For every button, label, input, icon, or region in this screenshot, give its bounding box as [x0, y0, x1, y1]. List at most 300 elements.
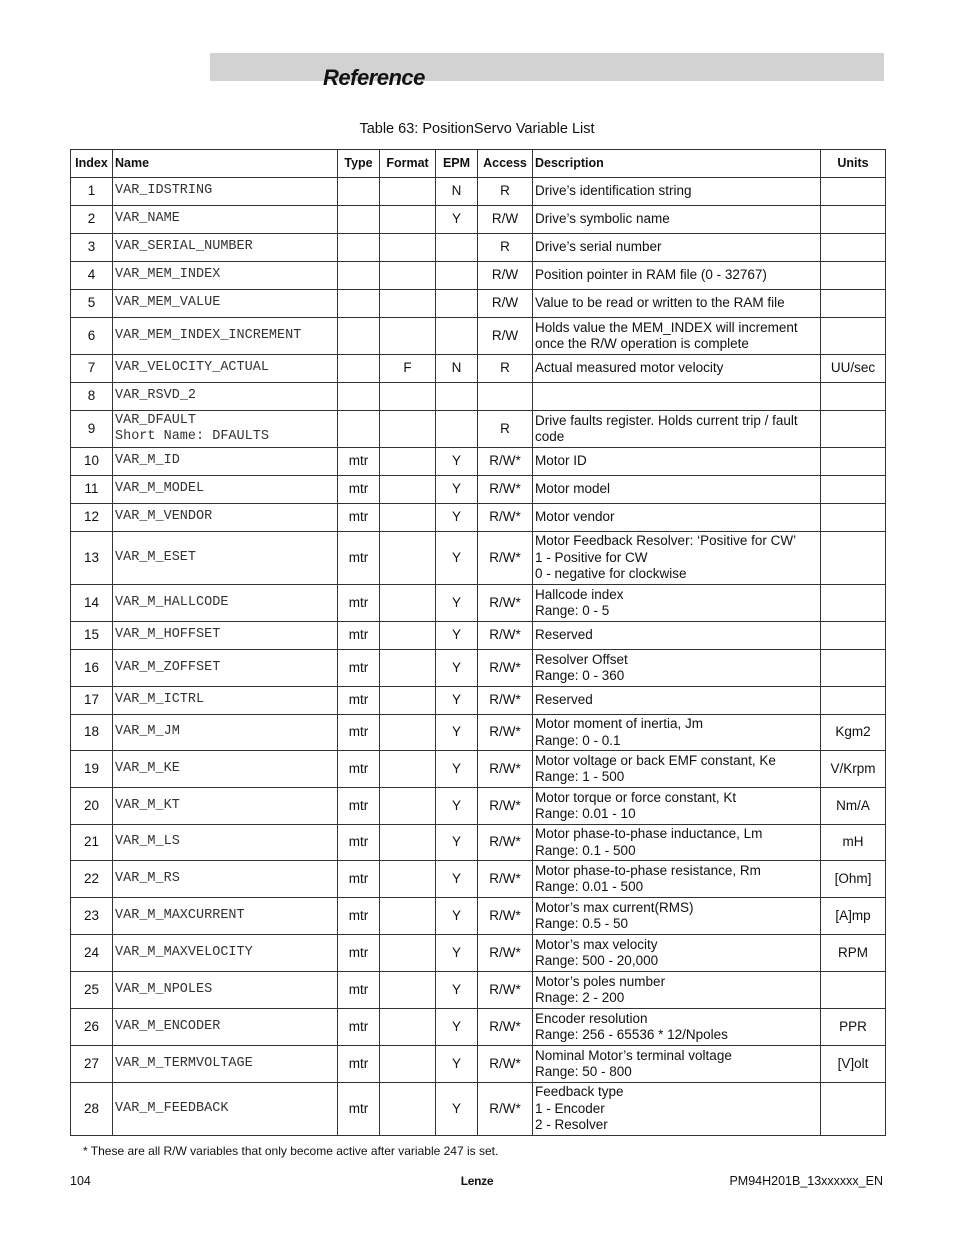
- cell-description-line: 1 - Encoder: [535, 1100, 605, 1116]
- cell-description: [533, 355, 821, 383]
- cell-access: [478, 383, 533, 411]
- table-row: [71, 1009, 886, 1046]
- table-row: [71, 383, 886, 411]
- cell-name: [113, 715, 338, 751]
- cell-description-line: Motor torque or force constant, Kt: [535, 789, 737, 805]
- cell-index: 14: [71, 585, 113, 622]
- cell-epm: N: [436, 355, 478, 383]
- cell-description-line: Motor moment of inertia, Jm: [535, 716, 704, 731]
- cell-description-line: Drive faults register. Holds current trip / fault: [535, 412, 798, 428]
- cell-name-line: Short Name: DFAULTS: [115, 429, 269, 444]
- cell-type: mtr: [338, 825, 380, 861]
- cell-description-line: Range: 256 - 65536 * 12/Npoles: [535, 1027, 728, 1042]
- cell-description-line: Range: 0.5 - 50: [535, 916, 629, 931]
- table-row: [71, 898, 886, 935]
- cell-type: mtr: [338, 788, 380, 825]
- cell-description-line: Actual measured motor velocity: [535, 360, 724, 376]
- cell-units: [821, 234, 886, 262]
- cell-epm: Y: [436, 504, 478, 532]
- cell-description-line: Position pointer in RAM file (0 - 32767): [535, 267, 767, 283]
- cell-epm: Y: [436, 1083, 478, 1136]
- cell-units: [821, 411, 886, 448]
- cell-units: [A]mp: [821, 898, 886, 935]
- cell-epm: Y: [436, 751, 478, 788]
- cell-description-line: Motor’s poles number: [535, 973, 666, 989]
- cell-description-line: Range: 50 - 800: [535, 1064, 632, 1079]
- cell-format: [380, 234, 436, 262]
- cell-format: [380, 788, 436, 825]
- cell-name-line: VAR_M_HOFFSET: [115, 627, 221, 643]
- cell-description-line: Motor phase-to-phase inductance, Lm: [535, 826, 763, 841]
- cell-format: [380, 861, 436, 898]
- cell-units: UU/sec: [821, 355, 886, 383]
- cell-units: [821, 622, 886, 650]
- cell-description: [533, 178, 821, 206]
- cell-units: [821, 504, 886, 532]
- cell-description-line: Encoder resolution: [535, 1010, 648, 1026]
- cell-name: [113, 318, 338, 355]
- cell-index: 25: [71, 972, 113, 1009]
- cell-description: [533, 898, 821, 935]
- cell-name: [113, 935, 338, 972]
- cell-format: [380, 1009, 436, 1046]
- cell-epm: [436, 318, 478, 355]
- column-header-name: Name: [113, 150, 338, 178]
- cell-index: 28: [71, 1083, 113, 1136]
- cell-name-line: VAR_M_ENCODER: [115, 1018, 221, 1034]
- cell-access: R/W*: [478, 715, 533, 751]
- cell-description: [533, 650, 821, 687]
- cell-index: 20: [71, 788, 113, 825]
- cell-name-line: VAR_M_FEEDBACK: [115, 1100, 229, 1116]
- cell-type: mtr: [338, 650, 380, 687]
- cell-description-line: Motor voltage or back EMF constant, Ke: [535, 752, 776, 768]
- cell-units: Nm/A: [821, 788, 886, 825]
- cell-name: [113, 383, 338, 411]
- table-row: [71, 262, 886, 290]
- section-title: Reference: [323, 65, 425, 90]
- cell-type: mtr: [338, 751, 380, 788]
- cell-index: 5: [71, 290, 113, 318]
- cell-epm: [436, 262, 478, 290]
- cell-epm: Y: [436, 825, 478, 861]
- cell-name: [113, 1083, 338, 1136]
- footnote: * These are all R/W variables that only become active after variable 247 is set.: [83, 1144, 499, 1158]
- cell-epm: Y: [436, 585, 478, 622]
- cell-format: [380, 476, 436, 504]
- cell-name-line: VAR_M_MAXCURRENT: [115, 907, 245, 923]
- cell-epm: Y: [436, 532, 478, 585]
- cell-access: R/W*: [478, 448, 533, 476]
- cell-format: [380, 383, 436, 411]
- cell-name-line: VAR_M_ESET: [115, 549, 197, 565]
- cell-type: [338, 318, 380, 355]
- cell-name: [113, 687, 338, 715]
- cell-index: 27: [71, 1046, 113, 1083]
- cell-units: [821, 383, 886, 411]
- cell-description: [533, 935, 821, 972]
- cell-format: [380, 650, 436, 687]
- cell-name: [113, 206, 338, 234]
- cell-epm: Y: [436, 448, 478, 476]
- cell-access: R/W*: [478, 825, 533, 861]
- cell-name-line: VAR_M_TERMVOLTAGE: [115, 1055, 253, 1071]
- document-id: PM94H201B_13xxxxxx_EN: [729, 1174, 883, 1188]
- cell-index: 26: [71, 1009, 113, 1046]
- cell-name: [113, 825, 338, 861]
- cell-epm: Y: [436, 898, 478, 935]
- cell-epm: Y: [436, 1046, 478, 1083]
- cell-description-line: 0 - negative for clockwise: [535, 566, 687, 582]
- cell-units: [Ohm]: [821, 861, 886, 898]
- cell-index: 21: [71, 825, 113, 861]
- cell-access: R/W*: [478, 585, 533, 622]
- cell-type: [338, 234, 380, 262]
- cell-description-line: Range: 0 - 0.1: [535, 732, 621, 748]
- cell-format: [380, 1046, 436, 1083]
- cell-type: [338, 206, 380, 234]
- cell-index: 6: [71, 318, 113, 355]
- table-caption: Table 63: PositionServo Variable List: [359, 121, 595, 137]
- variable-table: [70, 149, 886, 1136]
- cell-description-line: 1 - Positive for CW: [535, 549, 648, 565]
- cell-type: [338, 383, 380, 411]
- cell-format: [380, 898, 436, 935]
- cell-epm: [436, 234, 478, 262]
- cell-format: [380, 585, 436, 622]
- table-row: [71, 825, 886, 861]
- cell-access: R/W*: [478, 1046, 533, 1083]
- cell-description: [533, 504, 821, 532]
- cell-units: [821, 532, 886, 585]
- column-header-access: Access: [478, 150, 533, 178]
- table-header-row: [71, 150, 886, 178]
- cell-type: mtr: [338, 1046, 380, 1083]
- cell-description: [533, 687, 821, 715]
- table-row: [71, 585, 886, 622]
- cell-description: [533, 290, 821, 318]
- table-row: [71, 318, 886, 355]
- cell-description: [533, 1046, 821, 1083]
- cell-description-line: Motor model: [535, 481, 611, 497]
- cell-epm: Y: [436, 972, 478, 1009]
- table-row: [71, 715, 886, 751]
- cell-name-line: VAR_M_KE: [115, 760, 180, 776]
- cell-description-line: Nominal Motor’s terminal voltage: [535, 1047, 732, 1063]
- cell-access: R: [478, 355, 533, 383]
- cell-description-line: Motor vendor: [535, 509, 615, 525]
- cell-name-line: VAR_SERIAL_NUMBER: [115, 239, 253, 255]
- cell-epm: Y: [436, 476, 478, 504]
- cell-type: mtr: [338, 861, 380, 898]
- table-row: [71, 972, 886, 1009]
- cell-description-line: Range: 0 - 5: [535, 603, 610, 618]
- cell-name-line: VAR_NAME: [115, 211, 180, 227]
- cell-description-line: Holds value the MEM_INDEX will increment: [535, 319, 798, 335]
- cell-description-line: Range: 0.1 - 500: [535, 842, 636, 858]
- cell-format: [380, 687, 436, 715]
- column-header-description: Description: [533, 150, 821, 178]
- column-header-epm: EPM: [436, 150, 478, 178]
- table-row: [71, 1046, 886, 1083]
- cell-description: [533, 861, 821, 898]
- cell-access: R/W*: [478, 898, 533, 935]
- cell-description: [533, 262, 821, 290]
- cell-name: [113, 972, 338, 1009]
- cell-index: 18: [71, 715, 113, 751]
- cell-units: [821, 448, 886, 476]
- cell-name-line: VAR_RSVD_2: [115, 388, 197, 404]
- cell-name: [113, 476, 338, 504]
- cell-access: R: [478, 234, 533, 262]
- cell-index: 9: [71, 411, 113, 448]
- cell-description-line: Drive’s symbolic name: [535, 211, 670, 227]
- cell-type: mtr: [338, 972, 380, 1009]
- cell-access: R/W: [478, 318, 533, 355]
- cell-units: [821, 318, 886, 355]
- cell-type: mtr: [338, 585, 380, 622]
- cell-format: [380, 448, 436, 476]
- cell-name-line: VAR_M_RS: [115, 870, 180, 886]
- cell-units: [821, 476, 886, 504]
- cell-format: [380, 715, 436, 751]
- cell-access: R/W: [478, 290, 533, 318]
- cell-name-line: VAR_M_KT: [115, 797, 180, 813]
- cell-access: R/W*: [478, 1009, 533, 1046]
- cell-description-line: Drive’s serial number: [535, 239, 662, 255]
- cell-description: [533, 383, 821, 411]
- cell-format: [380, 935, 436, 972]
- cell-type: mtr: [338, 1083, 380, 1136]
- cell-epm: Y: [436, 861, 478, 898]
- cell-name: [113, 585, 338, 622]
- cell-format: [380, 411, 436, 448]
- cell-description-line: code: [535, 429, 565, 444]
- cell-access: R/W: [478, 206, 533, 234]
- table-row: [71, 788, 886, 825]
- cell-epm: Y: [436, 935, 478, 972]
- cell-description: [533, 234, 821, 262]
- cell-format: [380, 622, 436, 650]
- cell-description-line: Range: 0.01 - 500: [535, 879, 644, 894]
- cell-type: [338, 262, 380, 290]
- cell-type: [338, 355, 380, 383]
- table-row: [71, 861, 886, 898]
- cell-epm: Y: [436, 1009, 478, 1046]
- cell-format: [380, 206, 436, 234]
- cell-name-line: VAR_M_NPOLES: [115, 981, 213, 997]
- cell-name-line: VAR_M_MAXVELOCITY: [115, 944, 253, 960]
- table-row: [71, 532, 886, 585]
- cell-description-line: Range: 0.01 - 10: [535, 806, 636, 821]
- cell-access: R/W*: [478, 532, 533, 585]
- cell-description-line: Feedback type: [535, 1084, 624, 1100]
- table-row: [71, 622, 886, 650]
- cell-units: [821, 290, 886, 318]
- page-number: 104: [70, 1174, 91, 1188]
- table-row: [71, 751, 886, 788]
- cell-epm: [436, 383, 478, 411]
- cell-index: 1: [71, 178, 113, 206]
- cell-description-line: Reserved: [535, 692, 593, 708]
- cell-description: [533, 206, 821, 234]
- cell-type: mtr: [338, 504, 380, 532]
- cell-index: 8: [71, 383, 113, 411]
- cell-name: [113, 355, 338, 383]
- cell-description: [533, 972, 821, 1009]
- cell-units: mH: [821, 825, 886, 861]
- cell-description-line: 2 - Resolver: [535, 1117, 608, 1133]
- cell-units: [821, 585, 886, 622]
- cell-epm: N: [436, 178, 478, 206]
- table-row: [71, 504, 886, 532]
- cell-units: [821, 687, 886, 715]
- cell-format: [380, 532, 436, 585]
- cell-units: RPM: [821, 935, 886, 972]
- cell-description: [533, 1009, 821, 1046]
- cell-type: mtr: [338, 898, 380, 935]
- cell-access: R/W*: [478, 1083, 533, 1136]
- cell-type: mtr: [338, 687, 380, 715]
- cell-description-line: Drive’s identification string: [535, 183, 692, 199]
- cell-access: R/W*: [478, 935, 533, 972]
- column-header-format: Format: [380, 150, 436, 178]
- cell-name-line: VAR_M_ID: [115, 453, 180, 469]
- cell-access: R/W: [478, 262, 533, 290]
- cell-format: [380, 318, 436, 355]
- cell-epm: Y: [436, 687, 478, 715]
- cell-name: [113, 622, 338, 650]
- cell-name: [113, 262, 338, 290]
- cell-format: [380, 290, 436, 318]
- cell-format: [380, 825, 436, 861]
- cell-index: 3: [71, 234, 113, 262]
- cell-description-line: Motor phase-to-phase resistance, Rm: [535, 862, 761, 878]
- cell-description: [533, 622, 821, 650]
- cell-format: [380, 972, 436, 1009]
- cell-access: R/W*: [478, 972, 533, 1009]
- cell-description: [533, 476, 821, 504]
- cell-epm: [436, 411, 478, 448]
- cell-units: [821, 972, 886, 1009]
- table-body: [71, 178, 886, 1136]
- cell-name-line: VAR_M_LS: [115, 834, 180, 850]
- cell-format: [380, 262, 436, 290]
- cell-name-line: VAR_M_ICTRL: [115, 692, 205, 708]
- cell-epm: Y: [436, 650, 478, 687]
- cell-index: 24: [71, 935, 113, 972]
- cell-name: [113, 532, 338, 585]
- cell-epm: Y: [436, 206, 478, 234]
- cell-name: [113, 861, 338, 898]
- table-row: [71, 206, 886, 234]
- cell-units: [821, 262, 886, 290]
- cell-description-line: Resolver Offset: [535, 651, 628, 667]
- cell-name: [113, 290, 338, 318]
- cell-index: 19: [71, 751, 113, 788]
- cell-type: mtr: [338, 476, 380, 504]
- cell-units: V/Krpm: [821, 751, 886, 788]
- cell-access: R/W*: [478, 504, 533, 532]
- cell-description: [533, 448, 821, 476]
- cell-name: [113, 448, 338, 476]
- cell-name: [113, 1009, 338, 1046]
- cell-format: [380, 504, 436, 532]
- cell-description-line: Range: 500 - 20,000: [535, 953, 659, 968]
- cell-description-line: Motor ID: [535, 453, 587, 469]
- cell-index: 2: [71, 206, 113, 234]
- cell-description-line: Range: 0 - 360: [535, 668, 625, 683]
- cell-units: [821, 178, 886, 206]
- cell-type: mtr: [338, 715, 380, 751]
- cell-description-line: Reserved: [535, 627, 593, 643]
- cell-units: Kgm2: [821, 715, 886, 751]
- cell-name: [113, 504, 338, 532]
- brand-logo: Lenze: [460, 1174, 494, 1188]
- column-header-index: Index: [71, 150, 113, 178]
- cell-name: [113, 788, 338, 825]
- cell-name: [113, 411, 338, 448]
- cell-name-line: VAR_MEM_INDEX: [115, 267, 221, 283]
- cell-description: [533, 825, 821, 861]
- cell-description-line: Motor’s max current(RMS): [535, 899, 694, 915]
- cell-description-line: Motor Feedback Resolver: ‘Positive for CW’: [535, 533, 797, 549]
- cell-index: 11: [71, 476, 113, 504]
- cell-units: PPR: [821, 1009, 886, 1046]
- table-row: [71, 234, 886, 262]
- cell-units: [821, 1083, 886, 1136]
- cell-index: 12: [71, 504, 113, 532]
- cell-name-line: VAR_VELOCITY_ACTUAL: [115, 360, 269, 376]
- cell-description: [533, 411, 821, 448]
- cell-description: [533, 532, 821, 585]
- header-band: [210, 53, 884, 81]
- cell-name-line: VAR_M_ZOFFSET: [115, 659, 221, 675]
- cell-access: R: [478, 178, 533, 206]
- column-header-type: Type: [338, 150, 380, 178]
- cell-format: [380, 178, 436, 206]
- cell-units: [821, 650, 886, 687]
- cell-name-line: VAR_M_MODEL: [115, 481, 205, 497]
- cell-name-line: VAR_M_VENDOR: [115, 509, 213, 525]
- cell-access: R/W*: [478, 861, 533, 898]
- cell-type: mtr: [338, 622, 380, 650]
- cell-units: [821, 206, 886, 234]
- cell-epm: Y: [436, 715, 478, 751]
- column-header-units: Units: [821, 150, 886, 178]
- cell-name: [113, 751, 338, 788]
- cell-description-line: once the R/W operation is complete: [535, 336, 749, 351]
- table-row: [71, 650, 886, 687]
- cell-type: mtr: [338, 935, 380, 972]
- cell-type: [338, 290, 380, 318]
- table-row: [71, 411, 886, 448]
- cell-type: mtr: [338, 532, 380, 585]
- cell-name: [113, 1046, 338, 1083]
- cell-type: mtr: [338, 1009, 380, 1046]
- cell-description: [533, 751, 821, 788]
- cell-name-line: VAR_M_JM: [115, 724, 180, 740]
- cell-description-line: Value to be read or written to the RAM file: [535, 295, 785, 311]
- cell-epm: Y: [436, 788, 478, 825]
- cell-description: [533, 318, 821, 355]
- table-row: [71, 476, 886, 504]
- cell-type: mtr: [338, 448, 380, 476]
- cell-access: R/W*: [478, 650, 533, 687]
- cell-format: F: [380, 355, 436, 383]
- cell-access: R/W*: [478, 687, 533, 715]
- cell-index: 7: [71, 355, 113, 383]
